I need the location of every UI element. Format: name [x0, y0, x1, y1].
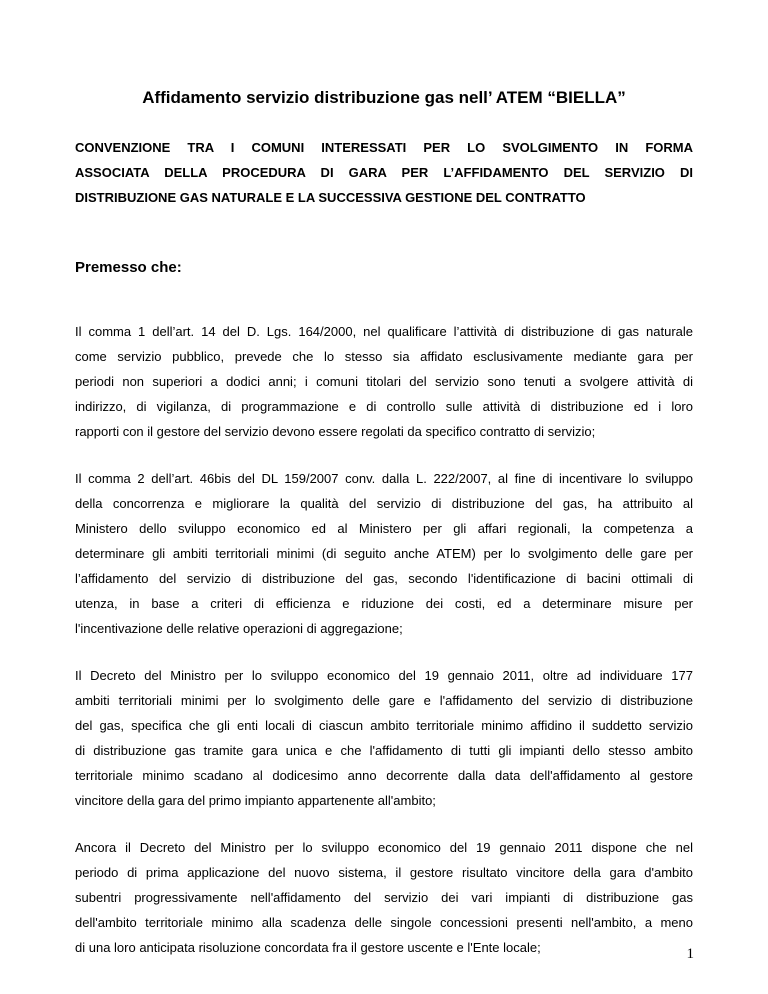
- paragraph-line: utenza, in base a criteri di efficienza e riduzione dei costi, ed a determinare misure per: [75, 596, 693, 611]
- convention-line: DISTRIBUZIONE GAS NATURALE E LA SUCCESSIVA GESTIONE DEL CONTRATTO: [75, 190, 586, 205]
- paragraph-line: della concorrenza e migliorare la qualità del servizio di distribuzione del gas, ha attribuito al: [75, 496, 693, 511]
- convention-line: ASSOCIATA DELLA PROCEDURA DI GARA PER L’AFFIDAMENTO DEL SERVIZIO DI: [75, 165, 693, 180]
- convention-line: CONVENZIONE TRA I COMUNI INTERESSATI PER LO SVOLGIMENTO IN FORMA: [75, 140, 693, 155]
- paragraph-line: dell'ambito territoriale minimo alla scadenza delle singole concessioni presenti nell'ambito, a meno: [75, 915, 693, 930]
- paragraph-line: Il Decreto del Ministro per lo sviluppo economico del 19 gennaio 2011, oltre ad individuare 177: [75, 668, 693, 683]
- paragraph-line: subentri progressivamente nell'affidamento del servizio dei vari impianti di distribuzione gas: [75, 890, 693, 905]
- paragraph-line: Il comma 1 dell’art. 14 del D. Lgs. 164/2000, nel qualificare l’attività di distribuzione di gas naturale: [75, 324, 693, 339]
- paragraph-line: rapporti con il gestore del servizio devono essere regolati da specifico contratto di servizio;: [75, 424, 596, 439]
- paragraph-line: ambiti territoriali minimi per lo svolgimento delle gare e l'affidamento del servizio di distribuzione: [75, 693, 693, 708]
- paragraph-comma-2: [75, 466, 693, 641]
- paragraph-line: indirizzo, di vigilanza, di programmazione e di controllo sulle attività di distribuzione ed i loro: [75, 399, 693, 414]
- document-title: Affidamento servizio distribuzione gas nell’ ATEM “BIELLA”: [142, 88, 626, 107]
- paragraph-decreto-1: [75, 663, 693, 813]
- paragraph-line: Il comma 2 dell’art. 46bis del DL 159/2007 conv. dalla L. 222/2007, al fine di incentivare lo sviluppo: [75, 471, 693, 486]
- paragraph-line: Ancora il Decreto del Ministro per lo sviluppo economico del 19 gennaio 2011 dispone che nel: [75, 840, 693, 855]
- paragraph-line: territoriale minimo scadano al dodicesimo anno decorrente dalla data dell'affidamento al gestore: [75, 768, 693, 783]
- paragraph-line: periodi non superiori a dodici anni; i comuni titolari del servizio sono tenuti a svolgere attività di: [75, 374, 693, 389]
- paragraph-line: come servizio pubblico, prevede che lo stesso sia affidato esclusivamente mediante gara per: [75, 349, 693, 364]
- page-number: 1: [686, 946, 694, 962]
- paragraph-line: del gas, specifica che gli enti locali di ciascun ambito territoriale minimo affidino il suddetto servizio: [75, 718, 693, 733]
- paragraph-line: l'incentivazione delle relative operazioni di aggregazione;: [75, 621, 403, 636]
- premesso-heading: Premesso che:: [75, 259, 182, 276]
- paragraph-line: Ministero dello sviluppo economico ed al Ministero per gli affari regionali, la competenza a: [75, 521, 693, 536]
- paragraph-line: l’affidamento del servizio di distribuzione del gas, secondo l'identificazione di bacini ottimali di: [75, 571, 693, 586]
- convention-heading: [75, 135, 693, 210]
- paragraph-line: periodo di prima applicazione del nuovo sistema, il gestore risultato vincitore della gara d'ambito: [75, 865, 693, 880]
- paragraph-line: di distribuzione gas tramite gara unica e che l'affidamento di tutti gli impianti dello stesso ambito: [75, 743, 693, 758]
- paragraph-comma-1: [75, 319, 693, 444]
- paragraph-line: determinare gli ambiti territoriali minimi (di seguito anche ATEM) per lo svolgimento delle gare per: [75, 546, 693, 561]
- paragraph-decreto-2: [75, 835, 693, 960]
- paragraph-line: di una loro anticipata risoluzione concordata fra il gestore uscente e l'Ente locale;: [75, 940, 541, 955]
- paragraph-line: vincitore della gara del primo impianto appartenente all'ambito;: [75, 793, 436, 808]
